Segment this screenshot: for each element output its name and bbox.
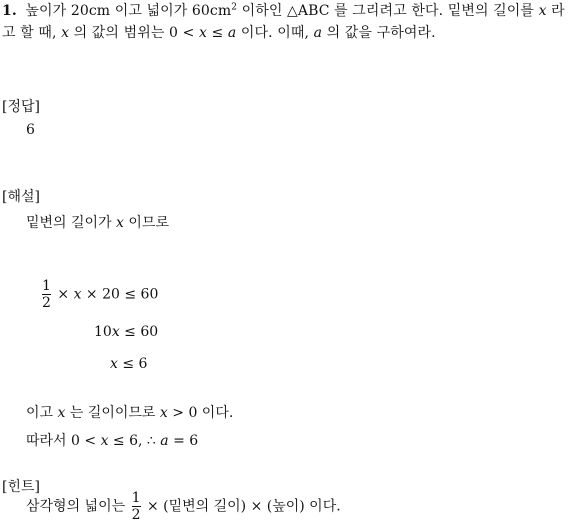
problem-number: 1.	[2, 3, 17, 19]
problem-text: 의 값의 범위는 0 <	[69, 25, 199, 41]
problem-statement	[2, 0, 572, 44]
variable-x: x	[73, 286, 82, 303]
variable-x: x	[198, 25, 207, 41]
solution-conclusion-1: 이고 x 는 길이이므로 x > 0 이다.	[26, 405, 234, 421]
superscript-exponent: 2	[231, 2, 238, 13]
solution-label: [해설]	[2, 189, 40, 205]
problem-text: 라고 할 때,	[2, 3, 565, 41]
answer-label: [정답]	[2, 99, 40, 115]
problem-text: 이다. 이때,	[236, 25, 314, 41]
problem-text: 높이가 20cm 이고 넓이가 60cm	[25, 3, 232, 19]
solution-conclusion-2: 따라서 0 < x ≤ 6, ∴ a = 6	[26, 433, 199, 449]
hint-text: 삼각형의 넓이는 $\frac{1}{2}$ × (밑변의 길이) × (높이) 이다.	[26, 490, 341, 523]
variable-x: x	[159, 405, 168, 421]
variable-x: x	[100, 433, 109, 449]
variable-x: x	[116, 215, 124, 231]
variable-a: a	[313, 25, 323, 41]
variable-x: x	[110, 356, 118, 372]
problem-text: ≤	[206, 25, 228, 41]
variable-x: x	[538, 3, 547, 19]
hint-label: [힌트]	[2, 479, 40, 495]
variable-x: x	[61, 25, 70, 41]
problem-text: 이하인 △ABC 를 그리려고 한다. 밑변의 길이를	[237, 3, 539, 19]
variable-a: a	[227, 25, 237, 41]
variable-x: x	[57, 405, 66, 421]
answer-value: 6	[26, 122, 35, 138]
variable-a: a	[160, 433, 169, 449]
fraction-one-half: $\frac{1}{2}$	[131, 490, 141, 523]
equation-line-3: x ≤ 6	[110, 356, 148, 372]
equation-line-2: 10x ≤ 60	[94, 324, 159, 340]
variable-x: x	[111, 324, 120, 340]
fraction-one-half: $\frac{1}{2}$	[42, 278, 51, 311]
solution-intro: 밑변의 길이가 x 이므로	[26, 215, 169, 231]
equation-line-1: $\frac{1}{2}$ × x × 20 ≤ 60	[42, 278, 159, 311]
problem-text: 의 값을 구하여라.	[322, 25, 436, 41]
